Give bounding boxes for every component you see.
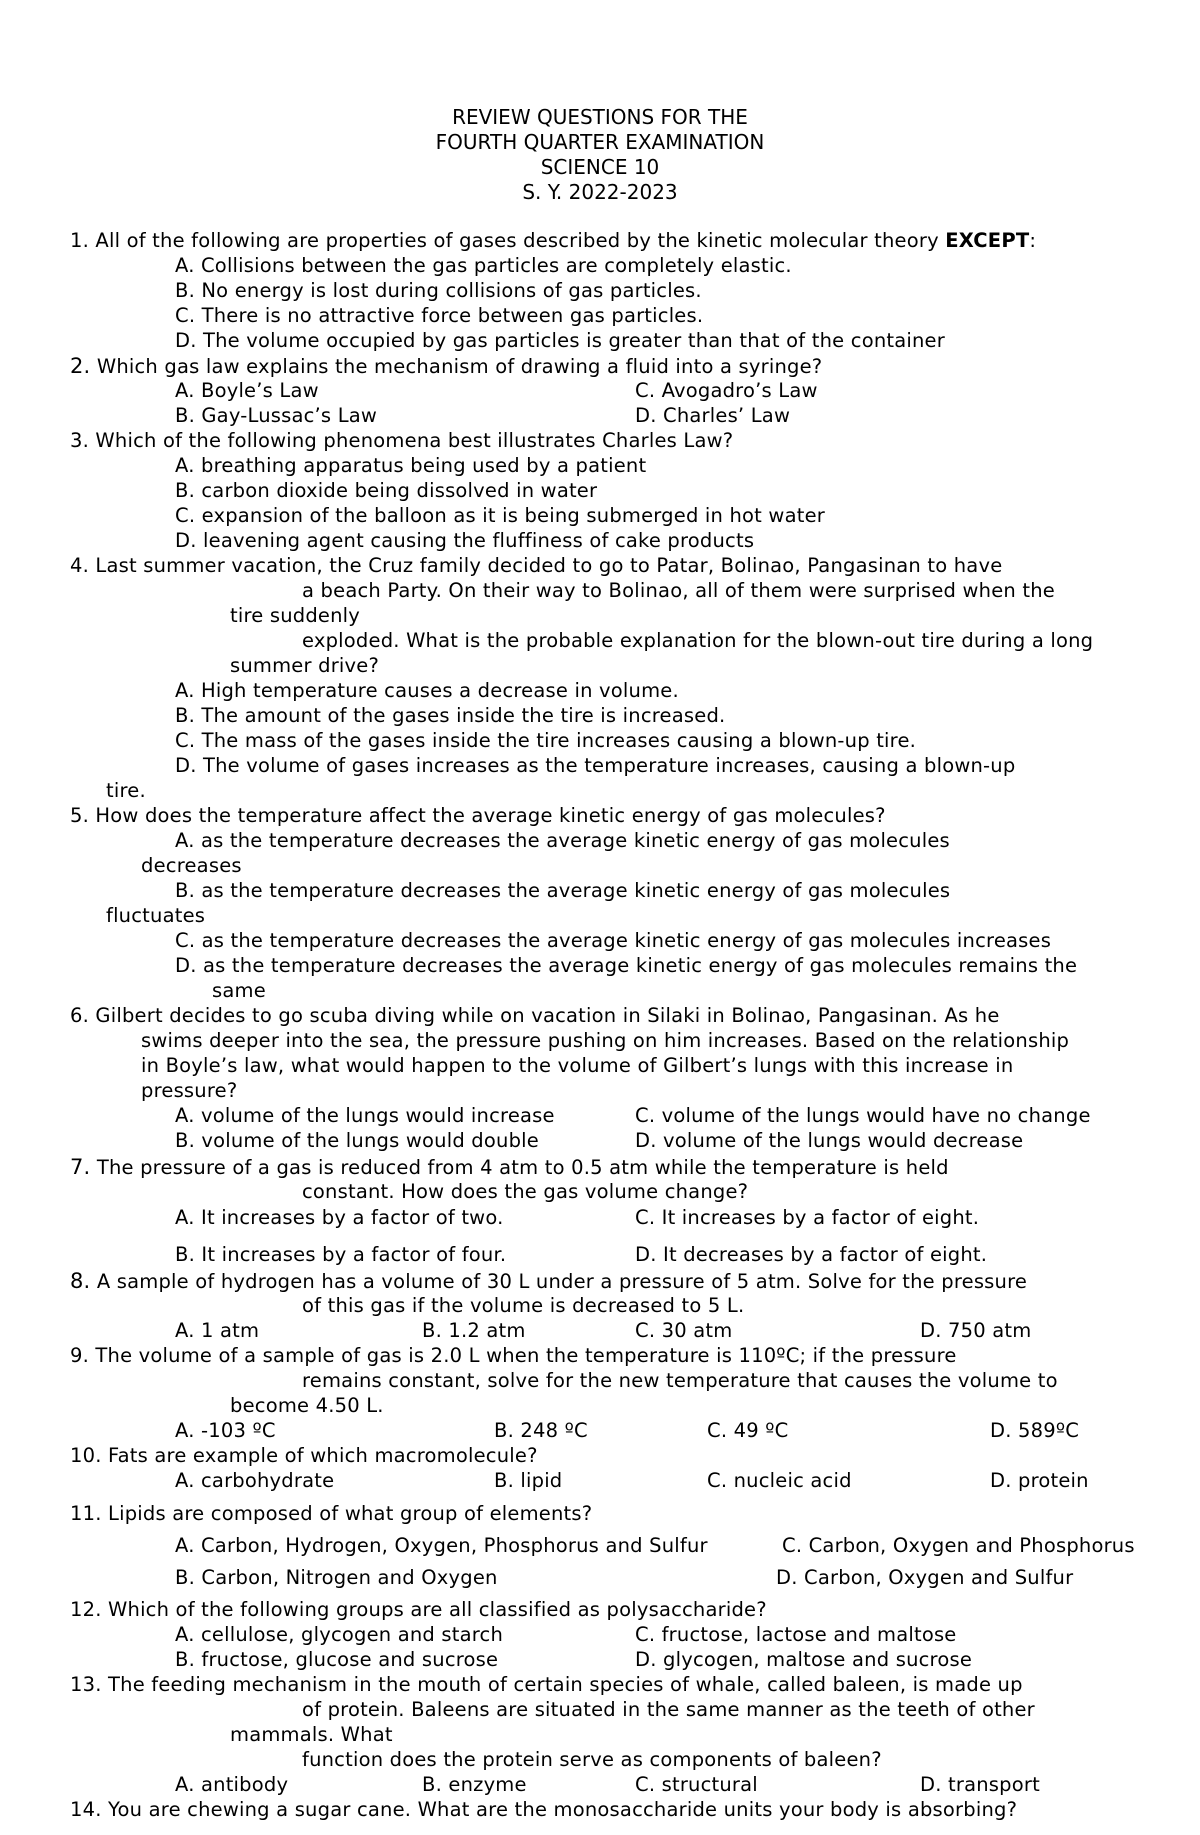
choice: C. 30 atm (635, 1319, 733, 1342)
choice: A. It increases by a factor of two. (175, 1206, 504, 1229)
question-9-stem-cont: become 4.50 L. (230, 1394, 384, 1417)
question-13-stem-cont: mammals. What (230, 1723, 393, 1746)
choice: C. It increases by a factor of eight. (635, 1206, 980, 1229)
choice-cont: same (212, 979, 266, 1002)
choice: C. volume of the lungs would have no change (635, 1104, 1091, 1127)
choice: C. Carbon, Oxygen and Phosphorus (782, 1534, 1135, 1557)
question-11-stem: 11. Lipids are composed of what group of elements? (70, 1502, 593, 1525)
question-5-stem: 5. How does the temperature affect the average kinetic energy of gas molecules? (70, 804, 886, 827)
choice: B. carbon dioxide being dissolved in water (175, 479, 598, 502)
choice-cont: fluctuates (106, 904, 206, 927)
question-9-stem-cont: remains constant, solve for the new temperature that causes the volume to (302, 1369, 1058, 1392)
choice: D. Charles’ Law (635, 404, 791, 427)
question-4-stem-cont: summer drive? (230, 654, 380, 677)
question-7-stem: 7. The pressure of a gas is reduced from 4 atm to 0.5 atm while the temperature is held (70, 1155, 949, 1179)
question-6-stem-cont: in Boyle’s law, what would happen to the volume of Gilbert’s lungs with this increase in (141, 1054, 1014, 1077)
question-8-stem: 8. A sample of hydrogen has a volume of 30 L under a pressure of 5 atm. Solve for the pressure (70, 1269, 1028, 1293)
doc-title-line-3: SCIENCE 10 (540, 155, 660, 179)
choice: A. Collisions between the gas particles are completely elastic. (175, 254, 792, 277)
choice: B. The amount of the gases inside the tire is increased. (175, 704, 726, 727)
question-10-stem: 10. Fats are example of which macromolecule? (70, 1444, 538, 1467)
choice: B. 1.2 atm (422, 1319, 526, 1342)
choice: D. 750 atm (920, 1319, 1032, 1342)
choice: A. as the temperature decreases the average kinetic energy of gas molecules (175, 829, 950, 852)
choice: B. enzyme (422, 1773, 527, 1796)
choice: B. No energy is lost during collisions of gas particles. (175, 279, 702, 302)
choice: A. breathing apparatus being used by a patient (175, 454, 647, 477)
choice: D. leavening agent causing the fluffiness of cake products (175, 529, 755, 552)
question-1-stem: 1. All of the following are properties of gases described by the kinetic molecular theory EXCEPT: (70, 229, 1037, 252)
question-13-stem: 13. The feeding mechanism in the mouth of certain species of whale, called baleen, is made up (70, 1673, 1023, 1696)
question-14-stem: 14. You are chewing a sugar cane. What are the monosaccharide units your body is absorbing? (70, 1798, 1018, 1821)
question-6-stem-cont: pressure? (141, 1079, 238, 1102)
choice: D. The volume occupied by gas particles is greater than that of the container (175, 329, 945, 352)
choice: D. glycogen, maltose and sucrose (635, 1648, 973, 1671)
question-3-stem: 3. Which of the following phenomena best illustrates Charles Law? (70, 429, 734, 452)
question-6-stem: 6. Gilbert decides to go scuba diving while on vacation in Silaki in Bolinao, Pangasinan. As he (70, 1004, 1000, 1027)
choice: A. Boyle’s Law (175, 379, 319, 402)
choice: D. volume of the lungs would decrease (635, 1129, 1024, 1152)
choice: C. nucleic acid (707, 1469, 852, 1492)
choice: B. Gay-Lussac’s Law (175, 404, 378, 427)
choice-cont: tire. (106, 779, 146, 802)
choice: D. The volume of gases increases as the temperature increases, causing a blown-up (175, 754, 1016, 777)
choice: D. transport (920, 1773, 1040, 1796)
question-4-stem-cont: tire suddenly (230, 604, 361, 627)
choice: D. It decreases by a factor of eight. (635, 1243, 988, 1266)
question-2-stem: 2. Which gas law explains the mechanism of drawing a fluid into a syringe? (70, 354, 823, 378)
choice: A. carbohydrate (175, 1469, 335, 1492)
choice: B. as the temperature decreases the average kinetic energy of gas molecules (175, 879, 951, 902)
choice: C. There is no attractive force between gas particles. (175, 304, 704, 327)
choice: B. Carbon, Nitrogen and Oxygen (175, 1566, 498, 1589)
choice: A. antibody (175, 1773, 289, 1796)
doc-title-line-4: S. Y. 2022-2023 (522, 180, 678, 204)
choice: B. fructose, glucose and sucrose (175, 1648, 499, 1671)
question-4-stem: 4. Last summer vacation, the Cruz family decided to go to Patar, Bolinao, Pangasinan to have (70, 554, 1003, 577)
choice: C. 49 ºC (707, 1419, 789, 1442)
choice: C. Avogadro’s Law (635, 379, 818, 402)
question-9-stem: 9. The volume of a sample of gas is 2.0 L when the temperature is 110ºC; if the pressure (70, 1344, 957, 1367)
question-4-stem-cont: a beach Party. On their way to Bolinao, all of them were surprised when the (302, 579, 1055, 602)
doc-title-line-1: REVIEW QUESTIONS FOR THE (452, 105, 748, 129)
choice: B. 248 ºC (494, 1419, 588, 1442)
choice: B. It increases by a factor of four. (175, 1243, 507, 1266)
choice: B. lipid (494, 1469, 563, 1492)
question-4-stem-cont: exploded. What is the probable explanation for the blown-out tire during a long (302, 629, 1094, 652)
question-13-stem-cont: of protein. Baleens are situated in the same manner as the teeth of other (302, 1698, 1035, 1721)
choice: D. Carbon, Oxygen and Sulfur (776, 1566, 1074, 1589)
choice: C. as the temperature decreases the average kinetic energy of gas molecules increases (175, 929, 1052, 952)
choice: C. expansion of the balloon as it is being submerged in hot water (175, 504, 825, 527)
choice: C. fructose, lactose and maltose (635, 1623, 957, 1646)
choice: A. 1 atm (175, 1319, 260, 1342)
choice: A. -103 ºC (175, 1419, 276, 1442)
choice: C. structural (635, 1773, 758, 1796)
question-12-stem: 12. Which of the following groups are all classified as polysaccharide? (70, 1598, 767, 1621)
choice: A. Carbon, Hydrogen, Oxygen, Phosphorus and Sulfur (175, 1534, 708, 1557)
choice: D. 589ºC (990, 1419, 1080, 1442)
question-13-stem-cont: function does the protein serve as components of baleen? (302, 1748, 882, 1771)
choice: D. as the temperature decreases the average kinetic energy of gas molecules remains the (175, 954, 1078, 977)
choice: A. High temperature causes a decrease in volume. (175, 679, 679, 702)
choice: B. volume of the lungs would double (175, 1129, 539, 1152)
choice: A. cellulose, glycogen and starch (175, 1623, 504, 1646)
choice: C. The mass of the gases inside the tire increases causing a blown-up tire. (175, 729, 917, 752)
question-6-stem-cont: swims deeper into the sea, the pressure pushing on him increases. Based on the relationship (141, 1029, 1070, 1052)
doc-title-line-2: FOURTH QUARTER EXAMINATION (435, 130, 765, 154)
question-8-stem-cont: of this gas if the volume is decreased to 5 L. (302, 1294, 745, 1317)
choice-cont: decreases (141, 854, 242, 877)
choice: D. protein (990, 1469, 1089, 1492)
choice: A. volume of the lungs would increase (175, 1104, 555, 1127)
question-7-stem-cont: constant. How does the gas volume change? (302, 1180, 749, 1203)
